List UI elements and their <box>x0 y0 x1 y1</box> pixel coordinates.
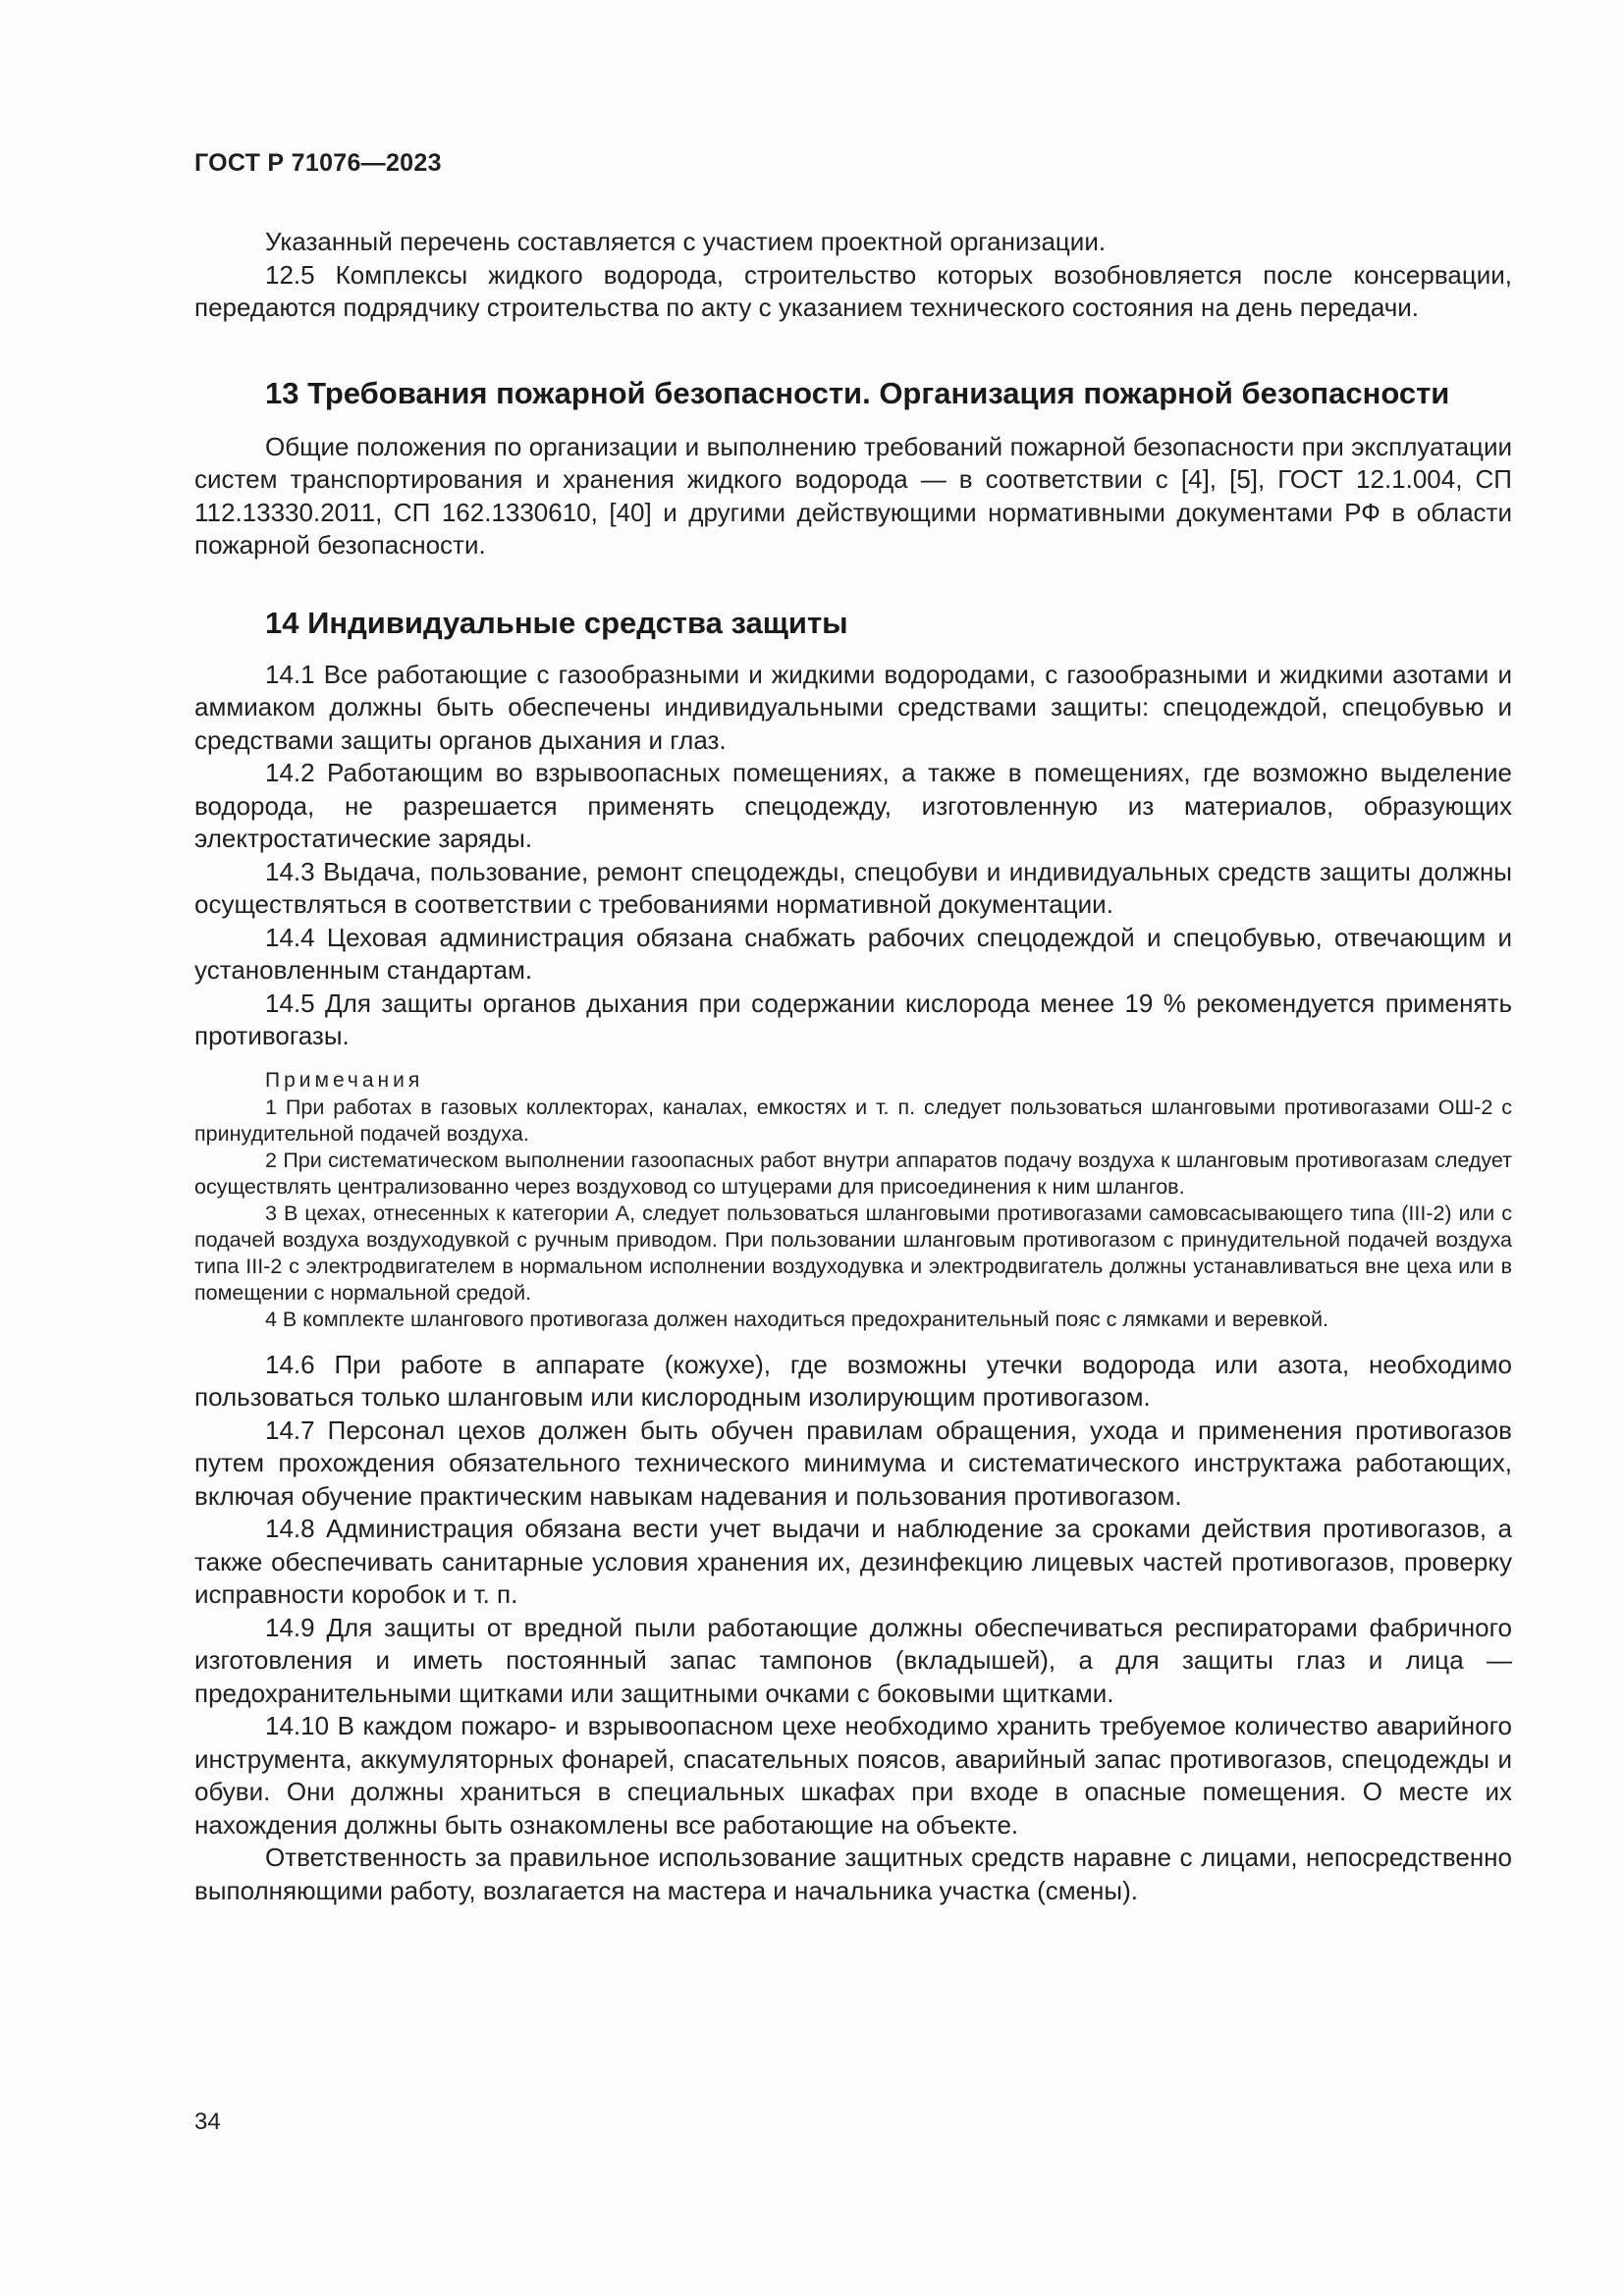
clause-14-4: 14.4 Цеховая администрация обязана снабжать рабочих спецодеждой и спецобувью, отвечающим и установленным стандартам. <box>194 922 1512 985</box>
clause-14-5: 14.5 Для защиты органов дыхания при содержании кислорода менее 19 % рекомендуется применять противогазы. <box>194 988 1512 1050</box>
clause-14-10: 14.10 В каждом пожаро- и взрывоопасном цехе необходимо хранить требуемое количество аварийного инструмента, аккумуляторных фонарей, спасательных поясов, аварийный запас противогазов, спецодежды и обуви. Они должны храниться в специальных шкафах при входе в опасные помещения. О месте их нахождения должны быть ознакомлены все работающие на объекте. <box>194 1711 1512 1840</box>
note-4: 4 В комплекте шлангового противогаза должен находиться предохранительный пояс с лямками и веревкой. <box>265 1307 1328 1331</box>
note-2: 2 При систематическом выполнении газоопасных работ внутри аппаратов подачу воздуха к шланговым противогазам следует осуществлять централизованно через воздуховод со штуцерами для присоединения к ним шлангов. <box>194 1148 1512 1199</box>
document-code-header: ГОСТ Р 71076—2023 <box>194 149 442 177</box>
clause-14-2: 14.2 Работающим во взрывоопасных помещениях, а также в помещениях, где возможно выделение водорода, не разрешается применять спецодежду, изготовленную из материалов, образующих электростатические заряды. <box>194 758 1512 853</box>
section-14-heading: 14 Индивидуальные средства защиты <box>265 605 848 640</box>
clause-14-3: 14.3 Выдача, пользование, ремонт спецодежды, спецобуви и индивидуальных средств защиты должны осуществляться в соответствии с требованиями нормативной документации. <box>194 856 1512 919</box>
page-number: 34 <box>194 2109 221 2135</box>
page-content <box>194 226 1512 1907</box>
clause-14-9: 14.9 Для защиты от вредной пыли работающие должны обеспечиваться респираторами фабричного изготовления и иметь постоянный запас тампонов (вкладышей), а для защиты глаз и лица — предохранительными щитками или защитными очками с боковыми щитками. <box>194 1612 1512 1708</box>
clause-14-6: 14.6 При работе в аппарате (кожухе), где возможны утечки водорода или азота, необходимо пользоваться только шланговым или кислородным изолирующим противогазом. <box>194 1349 1512 1412</box>
clause-14-7: 14.7 Персонал цехов должен быть обучен правилам обращения, ухода и применения противогазов путем прохождения обязательного технического минимума и систематического инструктажа работающих, включая обучение практическим навыкам надевания и пользования противогазом. <box>194 1415 1512 1511</box>
section-13-heading: 13 Требования пожарной безопасности. Организация пожарной безопасности <box>265 375 1450 410</box>
intro-paragraph-1: Указанный перечень составляется с участием проектной организации. <box>265 227 1107 256</box>
intro-paragraph-2: 12.5 Комплексы жидкого водорода, строительство которых возобновляется после консервации, передаются подрядчику строительства по акту с указанием технического состояния на день передачи. <box>194 259 1512 322</box>
clause-14-8: 14.8 Администрация обязана вести учет выдачи и наблюдение за сроками действия противогазов, а также обеспечивать санитарные условия хранения их, дезинфекцию лицевых частей противогазов, проверку исправности коробок и т. п. <box>194 1514 1512 1609</box>
responsibility-paragraph: Ответственность за правильное использование защитных средств наравне с лицами, непосредственно выполняющими работу, возлагается на мастера и начальника участка (смены). <box>194 1842 1512 1905</box>
notes-title: Примечания <box>265 1068 424 1092</box>
note-1: 1 При работах в газовых коллекторах, каналах, емкостях и т. п. следует пользоваться шланговыми противогазами ОШ-2 с принудительной подачей воздуха. <box>194 1095 1512 1146</box>
section-13-paragraph: Общие положения по организации и выполнению требований пожарной безопасности при эксплуатации систем транспортирования и хранения жидкого водорода — в соответствии с [4], [5], ГОСТ 12.1.004, СП 112.13330.2011, СП 162.1330610, [40] и другими действующими нормативными документами РФ в области пожарной безопасности. <box>194 431 1512 560</box>
clause-14-1: 14.1 Все работающие с газообразными и жидкими водородами, с газообразными и жидкими азотами и аммиаком должны быть обеспечены индивидуальными средствами защиты: спецодеждой, спецобувью и средствами защиты органов дыхания и глаз. <box>194 659 1512 755</box>
note-3: 3 В цехах, отнесенных к категории А, следует пользоваться шланговыми противогазами самовсасывающего типа (III-2) или с подачей воздуха воздуходувкой с ручным приводом. При пользовании шланговым противогазом с принудительной подачей воздуха типа III-2 с электродвигателем в нормальном исполнении воздуходувка и электродвигатель должны устанавливаться вне цеха или в помещении с нормальной средой. <box>194 1201 1512 1305</box>
